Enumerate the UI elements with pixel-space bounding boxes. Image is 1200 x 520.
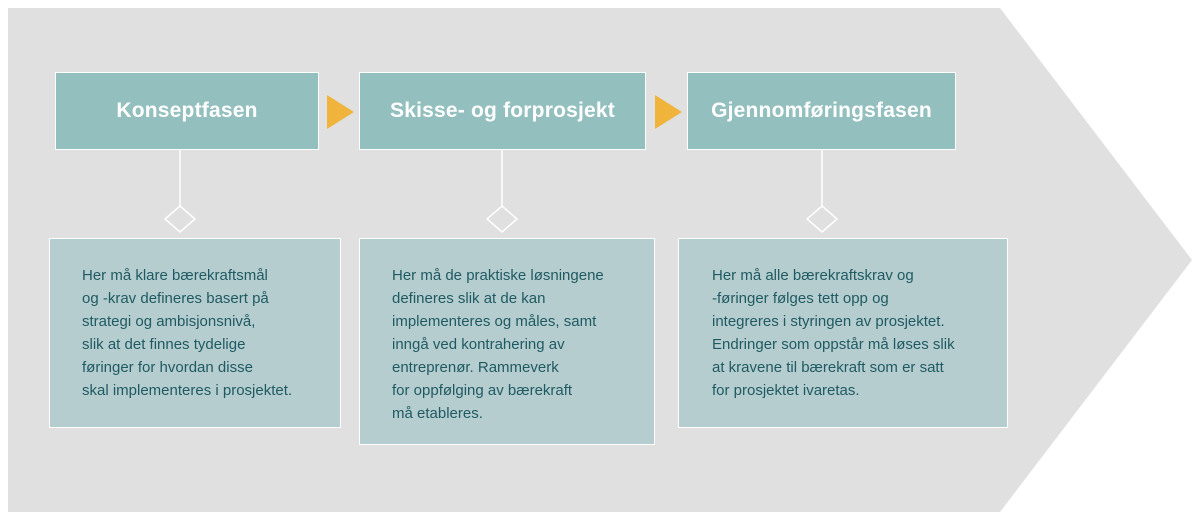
description-text: Her må alle bærekraftskrav og -føringer følges tett opp og integreres i styringen av prosjektet. Endringer som oppstår må løses slik at kravene til bærekraft som er satt for prosjektet ivaretas. [712, 267, 955, 399]
description-box-gjennomforingsfasen [678, 238, 1008, 428]
description-text: Her må de praktiske løsningene defineres slik at de kan implementeres og måles, samt inngå ved kontrahering av entreprenør. Rammeverk for oppfølging av bærekraft må etableres. [392, 267, 604, 422]
description-box-skisse-og-forprosjekt [359, 238, 655, 445]
phase-skisse-og-forprosjekt: Skisse- og forprosjekt [359, 72, 646, 150]
description-text: Her må klare bærekraftsmål og -krav defineres basert på strategi og ambisjonsnivå, slik at det finnes tydelige føringer for hvordan disse skal implementeres i prosjektet. [82, 267, 293, 399]
description-box-konseptfasen [49, 238, 341, 428]
phase-konseptfasen: Konseptfasen [55, 72, 319, 150]
phase-gjennomforingsfasen: Gjennomføringsfasen [687, 72, 956, 150]
